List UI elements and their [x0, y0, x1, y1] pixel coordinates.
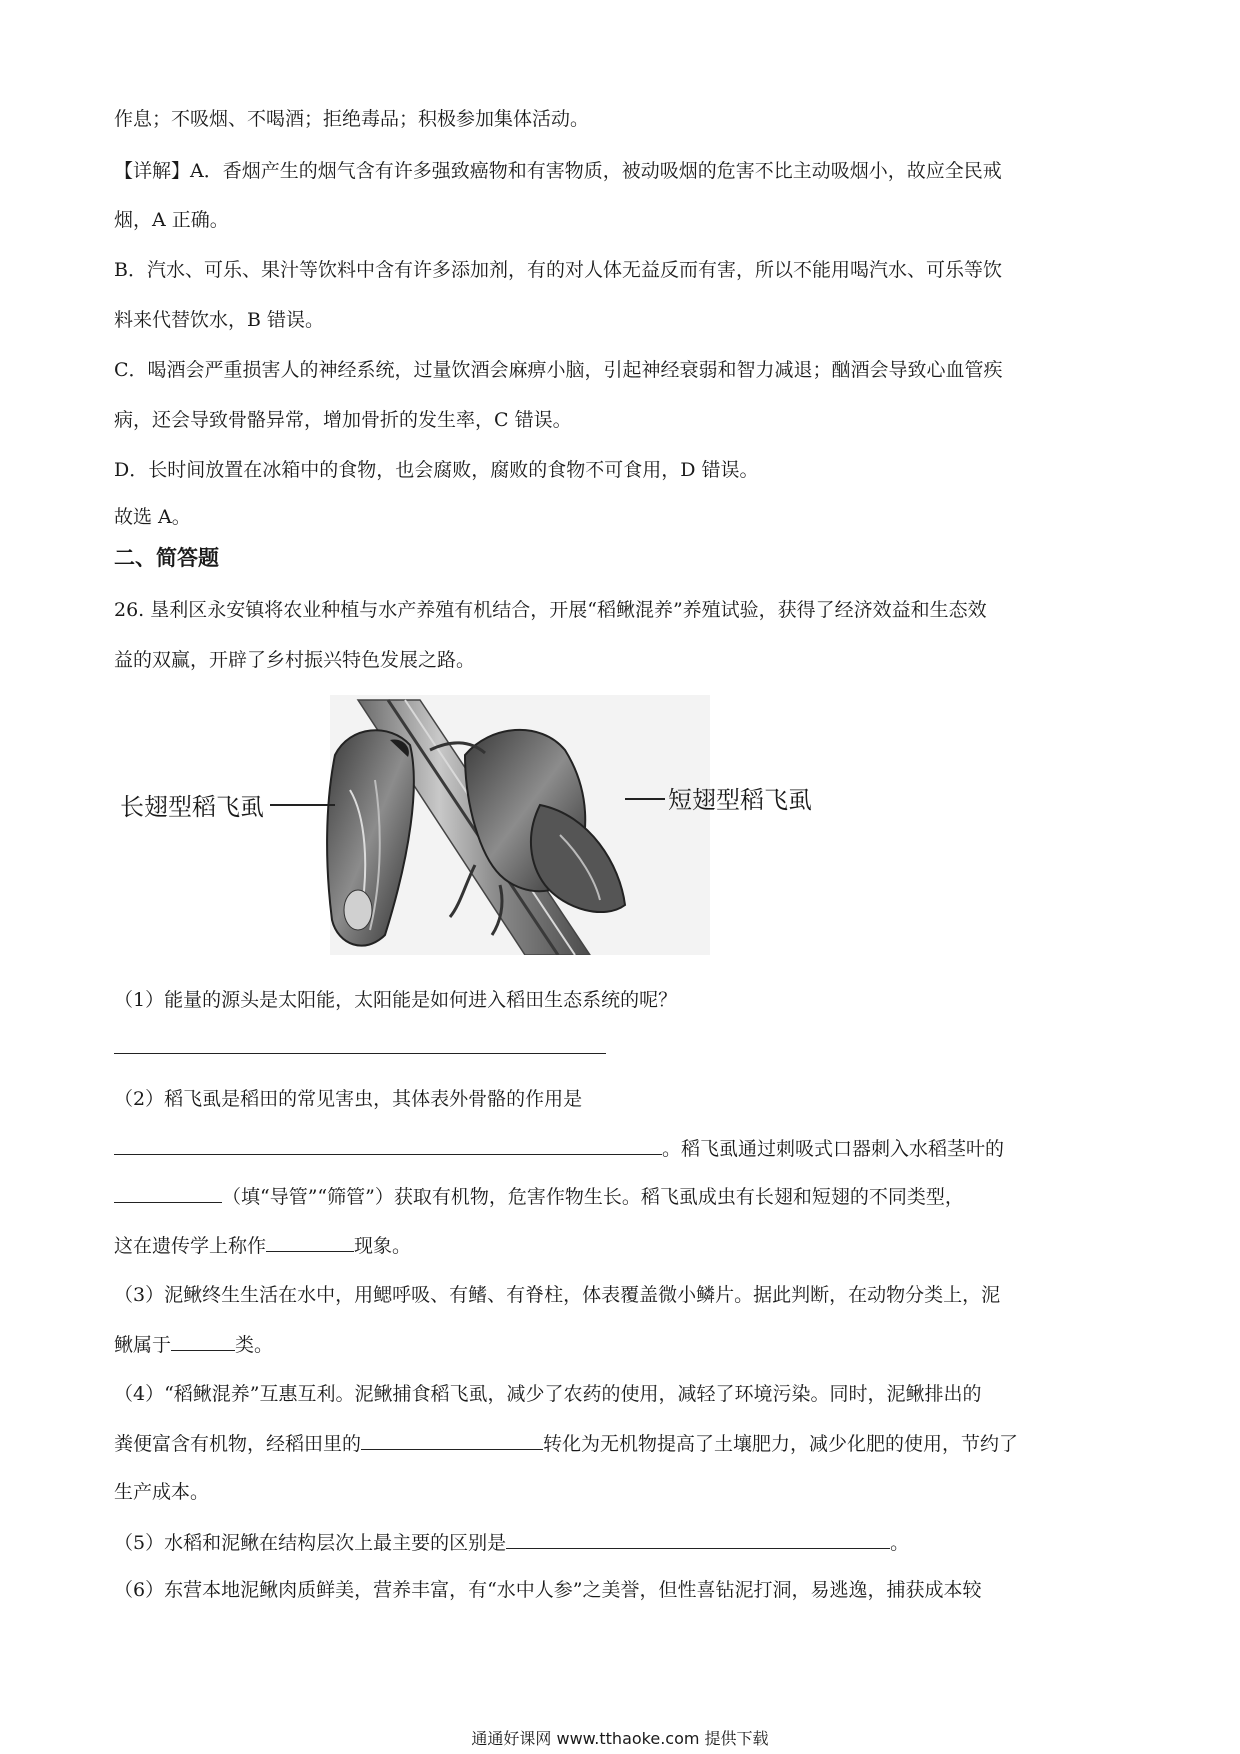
inline-text: （5）水稻和泥鳅在结构层次上最主要的区别是 — [114, 1532, 507, 1554]
sub-question-1: （1）能量的源头是太阳能，太阳能是如何进入稻田生态系统的呢？ — [114, 989, 678, 1011]
inline-text: 粪便富含有机物，经稻田里的 — [114, 1433, 362, 1455]
inline-text: 现象。 — [354, 1235, 412, 1257]
text-line: 烟，A 正确。 — [114, 209, 229, 231]
answer-blank[interactable] — [506, 1530, 890, 1549]
answer-blank[interactable] — [361, 1431, 543, 1450]
planthopper-figure — [120, 695, 840, 955]
question-stem: 26. 垦利区永安镇将农业种植与水产养殖有机结合，开展“稻鳅混养”养殖试验，获得了经济效益和生态效 — [114, 599, 987, 621]
text-line: 作息；不吸烟、不喝酒；拒绝毒品；积极参加集体活动。 — [114, 108, 590, 130]
sub-question-2-cont — [114, 1184, 964, 1209]
inline-text: 类。 — [235, 1334, 274, 1356]
text-line: 料来代替饮水，B 错误。 — [114, 309, 325, 331]
label-long-winged: 长翅型稻飞虱 — [120, 793, 264, 821]
inline-text: 。 — [890, 1532, 910, 1554]
sub-question-3: （3）泥鳅终生生活在水中，用鳃呼吸、有鳍、有脊柱，体表覆盖微小鳞片。据此判断，在动物分类上，泥 — [114, 1284, 1001, 1306]
text-line: D．长时间放置在冰箱中的食物，也会腐败，腐败的食物不可食用，D 错误。 — [114, 459, 759, 481]
text-line: 病，还会导致骨骼异常，增加骨折的发生率，C 错误。 — [114, 409, 572, 431]
label-short-winged: 短翅型稻飞虱 — [668, 786, 812, 814]
sub-question-6: （6）东营本地泥鳅肉质鲜美，营养丰富，有“水中人参”之美誉，但性喜钻泥打洞，易逃逸，捕获成本较 — [114, 1579, 982, 1601]
section-heading: 二、简答题 — [114, 545, 219, 570]
sub-question-5 — [114, 1530, 909, 1555]
inline-text: 鳅属于 — [114, 1334, 172, 1356]
sub-question-3-cont — [114, 1332, 273, 1357]
answer-blank[interactable] — [114, 1184, 222, 1203]
sub-question-4-cont — [114, 1431, 1018, 1456]
inline-text: （填“导管”“筛管”）获取有机物，危害作物生长。稻飞虱成虫有长翅和短翅的不同类型， — [222, 1186, 964, 1208]
sub-question-2-cont — [114, 1233, 411, 1258]
inline-text: 这在遗传学上称作 — [114, 1235, 267, 1257]
sub-question-4: （4）“稻鳅混养”互惠互利。泥鳅捕食稻飞虱，减少了农药的使用，减轻了环境污染。同时，泥鳅排出的 — [114, 1383, 982, 1405]
text-line: 故选 A。 — [114, 506, 191, 528]
sub-question-2-cont — [114, 1136, 1004, 1161]
inline-text: 。稻飞虱通过刺吸式口器刺入水稻茎叶的 — [662, 1138, 1005, 1160]
text-line: B．汽水、可乐、果汁等饮料中含有许多添加剂，有的对人体无益反而有害，所以不能用喝汽水、可乐等饮 — [114, 259, 1002, 281]
answer-blank[interactable] — [171, 1332, 235, 1351]
inline-text: 转化为无机物提高了土壤肥力，减少化肥的使用，节约了 — [543, 1433, 1019, 1455]
sub-question-2: （2）稻飞虱是稻田的常见害虫，其体表外骨骼的作用是 — [114, 1088, 583, 1110]
answer-line-1[interactable] — [114, 1053, 606, 1054]
answer-blank[interactable] — [266, 1233, 354, 1252]
question-stem: 益的双赢，开辟了乡村振兴特色发展之路。 — [114, 649, 476, 671]
page-footer: 通通好课网 www.tthaoke.com 提供下载 — [471, 1729, 769, 1748]
sub-question-4-cont: 生产成本。 — [114, 1481, 210, 1503]
text-line: 【详解】A．香烟产生的烟气含有许多强致癌物和有害物质，被动吸烟的危害不比主动吸烟小，故应全民戒 — [114, 160, 1002, 182]
answer-blank[interactable] — [114, 1136, 662, 1155]
text-line: C．喝酒会严重损害人的神经系统，过量饮酒会麻痹小脑，引起神经衰弱和智力减退；酗酒会导致心血管疾 — [114, 359, 1003, 381]
